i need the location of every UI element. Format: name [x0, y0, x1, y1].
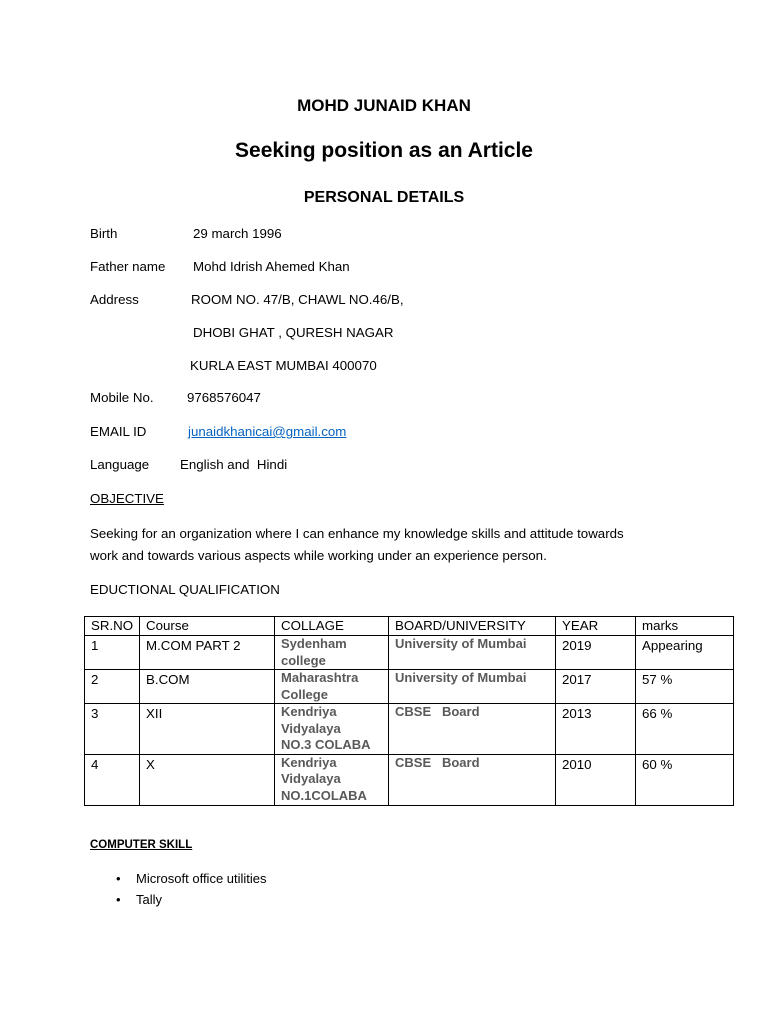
table-row [85, 754, 734, 805]
table-row [85, 670, 734, 704]
cell-college: Sydenham college [275, 636, 389, 670]
address-line-1: ROOM NO. 47/B, CHAWL NO.46/B, [191, 292, 404, 307]
address-line-3: KURLA EAST MUMBAI 400070 [190, 358, 377, 373]
cell-course: B.COM [140, 670, 275, 704]
address-line-2: DHOBI GHAT , QURESH NAGAR [193, 325, 394, 340]
cell-course: X [140, 754, 275, 805]
column-header-year: YEAR [556, 617, 636, 636]
father-name-value: Mohd Idrish Ahemed Khan [193, 259, 350, 274]
table-row [85, 704, 734, 755]
father-name-label: Father name [90, 259, 166, 274]
skill-item: Microsoft office utilities [136, 871, 267, 886]
email-link[interactable]: junaidkhanicai@gmail.com [188, 424, 347, 439]
cell-course: XII [140, 704, 275, 755]
cell-srno: 3 [85, 704, 140, 755]
cell-marks: 66 % [636, 704, 734, 755]
bullet-icon: • [116, 871, 121, 886]
table-header-row [85, 617, 734, 636]
cell-board: University of Mumbai [389, 670, 556, 704]
computer-skill-heading: COMPUTER SKILL [90, 839, 193, 851]
position-tagline: Seeking position as an Article [235, 139, 533, 162]
email-label: EMAIL ID [90, 424, 147, 439]
cell-marks: 57 % [636, 670, 734, 704]
bullet-icon: • [116, 892, 121, 907]
candidate-name: MOHD JUNAID KHAN [297, 96, 471, 115]
cell-board: CBSE Board [389, 754, 556, 805]
cell-year: 2013 [556, 704, 636, 755]
cell-year: 2010 [556, 754, 636, 805]
cell-board: University of Mumbai [389, 636, 556, 670]
objective-line-1: Seeking for an organization where I can enhance my knowledge skills and attitude towards [90, 526, 624, 541]
cell-srno: 2 [85, 670, 140, 704]
language-value: English and Hindi [180, 457, 288, 472]
skill-item: Tally [136, 892, 163, 907]
cell-college: Kendriya Vidyalaya NO.1COLABA [275, 754, 389, 805]
language-label: Language [90, 457, 150, 472]
cell-srno: 4 [85, 754, 140, 805]
cell-year: 2019 [556, 636, 636, 670]
birth-label: Birth [90, 226, 118, 241]
table-row [85, 636, 734, 670]
column-header-srno: SR.NO [85, 617, 140, 636]
column-header-board: BOARD/UNIVERSITY [389, 617, 556, 636]
birth-value: 29 march 1996 [193, 226, 282, 241]
column-header-marks: marks [636, 617, 734, 636]
cell-course: M.COM PART 2 [140, 636, 275, 670]
cell-year: 2017 [556, 670, 636, 704]
cell-college: Maharashtra College [275, 670, 389, 704]
cell-marks: 60 % [636, 754, 734, 805]
column-header-college: COLLAGE [275, 617, 389, 636]
mobile-label: Mobile No. [90, 390, 154, 405]
cell-board: CBSE Board [389, 704, 556, 755]
objective-heading: OBJECTIVE [90, 491, 164, 506]
column-header-course: Course [140, 617, 275, 636]
mobile-value: 9768576047 [187, 390, 261, 405]
cell-college: Kendriya Vidyalaya NO.3 COLABA [275, 704, 389, 755]
personal-details-heading: PERSONAL DETAILS [303, 189, 465, 206]
education-heading: EDUCTIONAL QUALIFICATION [90, 582, 280, 597]
cell-marks: Appearing [636, 636, 734, 670]
cell-srno: 1 [85, 636, 140, 670]
objective-line-2: work and towards various aspects while working under an experience person. [90, 548, 547, 563]
address-label: Address [90, 292, 139, 307]
education-table [84, 616, 734, 806]
